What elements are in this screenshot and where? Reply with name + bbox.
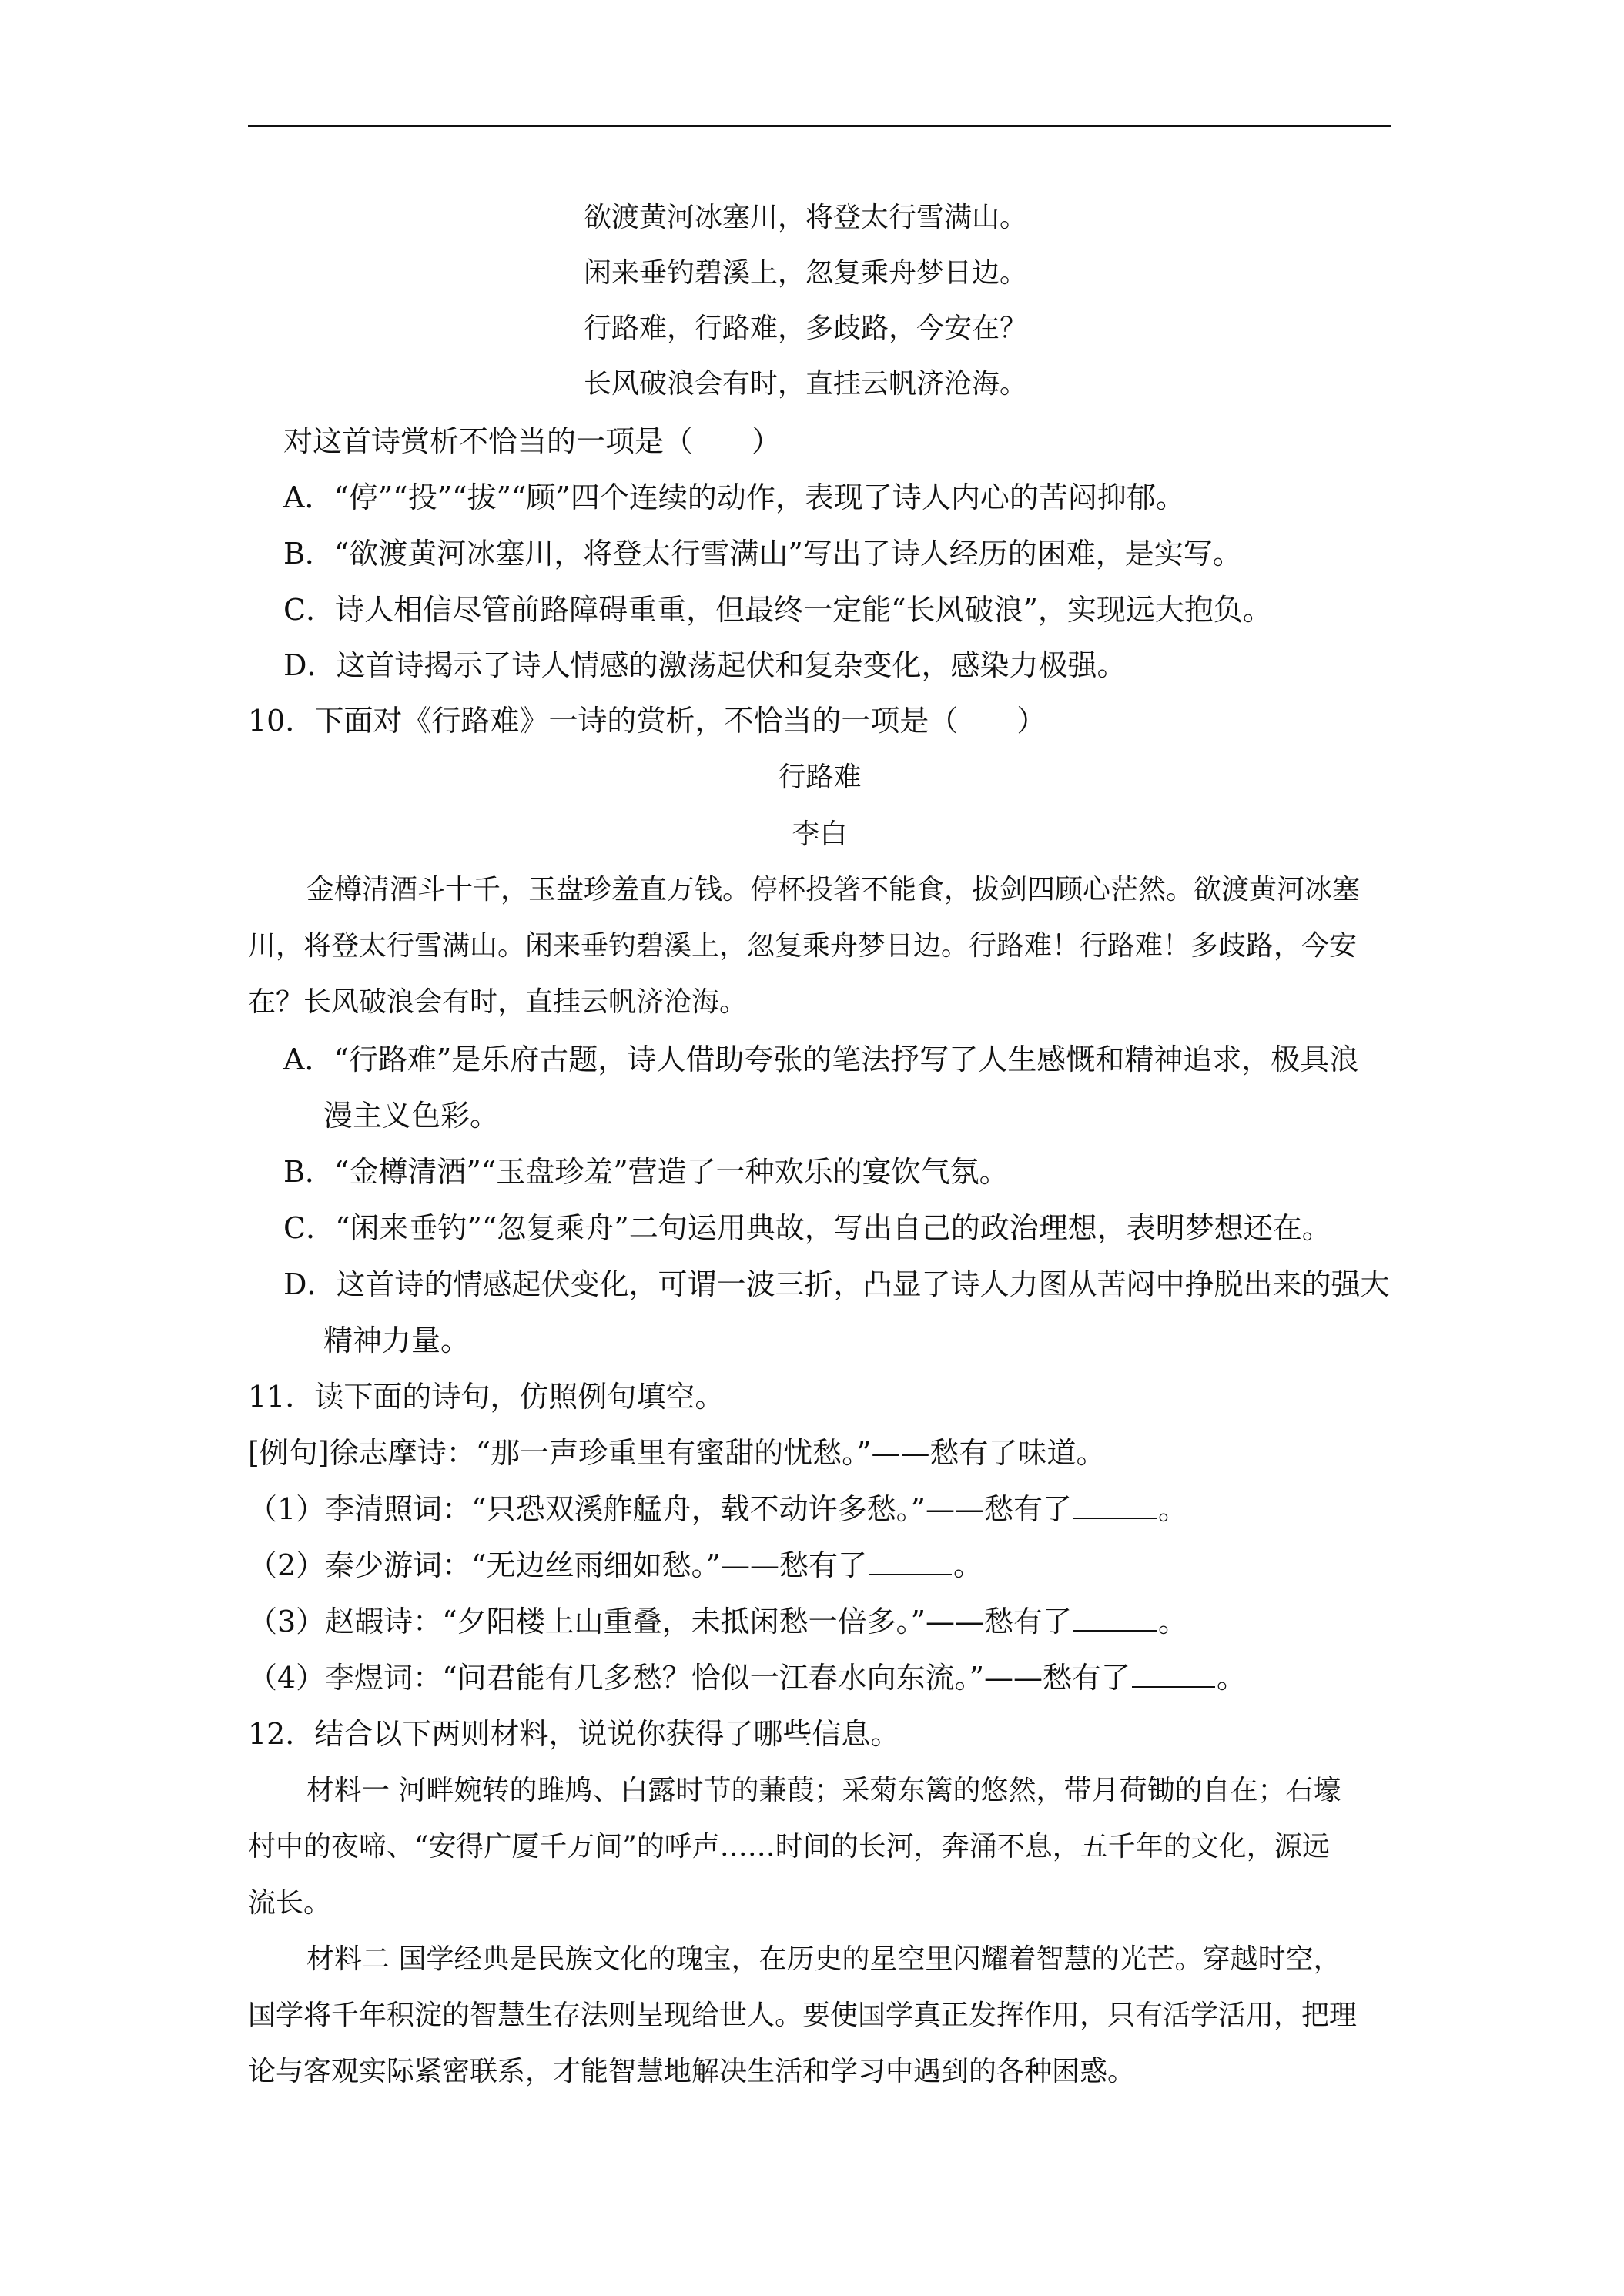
q11-answer-blank-3[interactable] <box>1073 1602 1157 1632</box>
q10-poem-line-1: 金樽清酒斗十千，玉盘珍羞直万钱。停杯投箸不能食，拔剑四顾心茫然。欲渡黄河冰塞 <box>306 874 1361 905</box>
q11-item-4-end: 。 <box>1217 1661 1247 1695</box>
q12-material2-line-2: 国学将千年积淀的智慧生存法则呈现给世人。要使国学真正发挥作用，只有活学活用，把理 <box>248 2000 1358 2031</box>
q10-poem-title: 行路难 <box>778 761 862 793</box>
q11-example: [例句]徐志摩诗：“那一声珍重里有蜜甜的忧愁。”——愁有了味道。 <box>248 1436 1106 1470</box>
q10-option-a-line-1: A．“行路难”是乐府古题，诗人借助夸张的笔法抒写了人生感慨和精神追求，极具浪 <box>283 1043 1359 1076</box>
q11-item-2-end: 。 <box>953 1548 983 1582</box>
q12-material2-line-1: 材料二 国学经典是民族文化的瑰宝，在历史的星空里闪耀着智慧的光芒。穿越时空， <box>306 1943 1341 1975</box>
q12-material2-line-3: 论与客观实际紧密联系，才能智慧地解决生活和学习中遇到的各种困惑。 <box>248 2056 1136 2087</box>
q11-stem: 11．读下面的诗句，仿照例句填空。 <box>248 1380 725 1414</box>
q11-item-2 <box>248 1545 983 1585</box>
q10-option-a-line-2: 漫主义色彩。 <box>323 1099 500 1133</box>
q9-prompt: 对这首诗赏析不恰当的一项是（ ） <box>283 424 782 458</box>
q11-item-1 <box>248 1489 1187 1529</box>
q12-material1-line-2: 村中的夜啼、“安得广厦千万间”的呼声……时间的长河，奔涌不息，五千年的文化，源远 <box>248 1831 1330 1863</box>
q10-poem-line-2: 川，将登太行雪满山。闲来垂钓碧溪上，忽复乘舟梦日边。行路难！行路难！多歧路，今安 <box>248 930 1358 962</box>
q10-option-b: B．“金樽清酒”“玉盘珍羞”营造了一种欢乐的宴饮气氛。 <box>283 1155 1009 1189</box>
q11-answer-blank-1[interactable] <box>1073 1490 1157 1519</box>
q10-poem-line-3: 在？长风破浪会有时，直挂云帆济沧海。 <box>248 986 748 1018</box>
q11-item-1-end: 。 <box>1158 1492 1188 1526</box>
q9-poem-line-1: 欲渡黄河冰塞川，将登太行雪满山。 <box>584 202 1028 233</box>
q11-item-2-text: （2）秦少游词：“无边丝雨细如愁。”——愁有了 <box>248 1548 868 1582</box>
q9-poem-line-2: 闲来垂钓碧溪上，忽复乘舟梦日边。 <box>584 257 1028 289</box>
q10-option-c: C．“闲来垂钓”“忽复乘舟”二句运用典故，写出自己的政治理想，表明梦想还在。 <box>283 1211 1331 1245</box>
q11-item-3-end: 。 <box>1158 1605 1188 1638</box>
q9-option-a: A．“停”“投”“拔”“顾”四个连续的动作，表现了诗人内心的苦闷抑郁。 <box>283 480 1185 514</box>
q12-material1-line-3: 流长。 <box>248 1887 332 1919</box>
q11-item-1-text: （1）李清照词：“只恐双溪舴艋舟，载不动许多愁。”——愁有了 <box>248 1492 1073 1526</box>
q11-item-4 <box>248 1658 1246 1698</box>
q9-option-b: B．“欲渡黄河冰塞川，将登太行雪满山”写出了诗人经历的困难，是实写。 <box>283 537 1242 571</box>
q12-stem: 12．结合以下两则材料，说说你获得了哪些信息。 <box>248 1717 900 1751</box>
q10-poem-author: 李白 <box>792 818 848 850</box>
q9-poem-line-4: 长风破浪会有时，直挂云帆济沧海。 <box>584 368 1028 400</box>
q9-option-d: D．这首诗揭示了诗人情感的激荡起伏和复杂变化，感染力极强。 <box>283 648 1127 682</box>
q11-item-3-text: （3）赵嘏诗：“夕阳楼上山重叠，未抵闲愁一倍多。”——愁有了 <box>248 1605 1073 1638</box>
header-rule <box>248 125 1391 127</box>
q9-option-c: C．诗人相信尽管前路障碍重重，但最终一定能“长风破浪”，实现远大抱负。 <box>283 593 1272 627</box>
q11-answer-blank-4[interactable] <box>1132 1658 1215 1688</box>
q12-material1-line-1: 材料一 河畔婉转的雎鸠、白露时节的蒹葭；采菊东篱的悠然，带月荷锄的自在；石壕 <box>306 1775 1341 1806</box>
q10-stem: 10．下面对《行路难》一诗的赏析，不恰当的一项是（ ） <box>248 704 1046 738</box>
q10-option-d-line-2: 精神力量。 <box>323 1324 470 1357</box>
q9-poem-line-3: 行路难，行路难，多歧路，今安在？ <box>584 313 1028 344</box>
q11-answer-blank-2[interactable] <box>869 1546 952 1575</box>
q11-item-3 <box>248 1602 1187 1642</box>
q11-item-4-text: （4）李煜词：“问君能有几多愁？恰似一江春水向东流。”——愁有了 <box>248 1661 1131 1695</box>
q10-option-d-line-1: D．这首诗的情感起伏变化，可谓一波三折，凸显了诗人力图从苦闷中挣脱出来的强大 <box>283 1267 1390 1301</box>
